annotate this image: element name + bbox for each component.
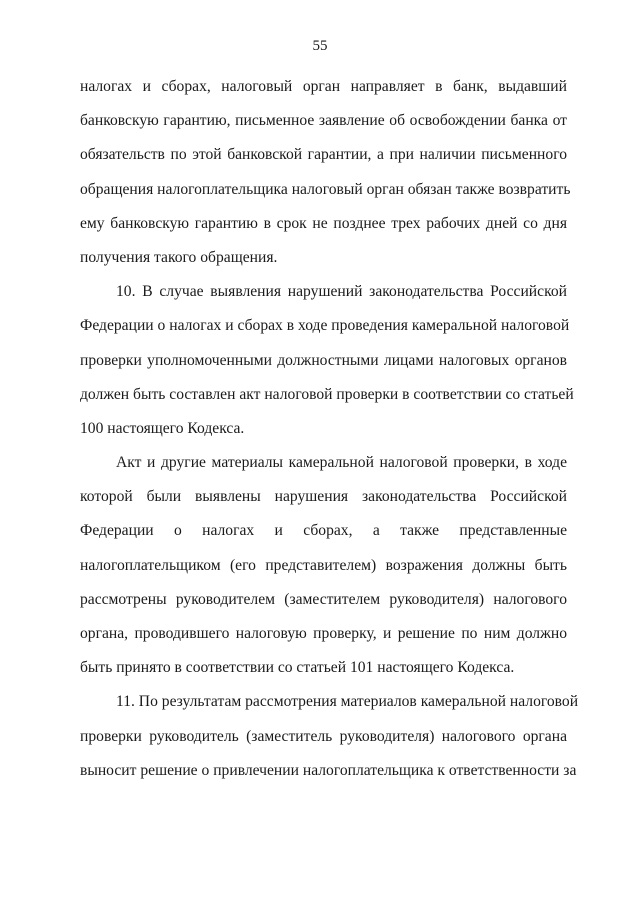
paragraph-act-materials <box>80 446 567 685</box>
paragraph-item-10 <box>80 275 574 446</box>
text-line: обращения налогоплательщика налоговый орган обязан также возвратить <box>80 180 571 198</box>
text-line: налогах и сборах, налоговый орган направляет в банк, выдавший <box>80 78 567 95</box>
text-line: 100 настоящего Кодекса. <box>80 419 245 437</box>
text-line: рассмотрены руководителем (заместителем руководителя) налогового <box>80 590 567 608</box>
text-line: банковскую гарантию, письменное заявление об освобождении банка от <box>80 112 567 130</box>
text-line: 11. По результатам рассмотрения материалов камеральной налоговой <box>116 693 579 711</box>
text-line: проверки руководитель (заместитель руководителя) налогового органа <box>80 727 567 745</box>
text-line: Акт и другие материалы камеральной налоговой проверки, в ходе <box>116 454 567 472</box>
text-line: налогоплательщиком (его представителем) возражения должны быть <box>80 556 567 574</box>
text-line: Федерации о налогах и сборах, а также представленные <box>80 522 567 540</box>
document-body <box>80 70 579 788</box>
text-line: должен быть составлен акт налоговой проверки в соответствии со статьей <box>80 385 574 403</box>
text-line: проверки уполномоченными должностными лицами налоговых органов <box>80 351 567 369</box>
text-line: обязательств по этой банковской гарантии, а при наличии письменного <box>80 146 567 164</box>
text-line: ему банковскую гарантию в срок не позднее трех рабочих дней со дня <box>80 214 567 232</box>
text-line: 10. В случае выявления нарушений законодательства Российской <box>116 283 567 301</box>
text-line: получения такого обращения. <box>80 248 278 266</box>
text-line: которой были выявлены нарушения законодательства Российской <box>80 488 567 506</box>
text-line: быть принято в соответствии со статьей 101 настоящего Кодекса. <box>80 659 515 677</box>
text-line: выносит решение о привлечении налогоплательщика к ответственности за <box>80 761 577 779</box>
paragraph-item-11 <box>80 685 579 788</box>
text-line: Федерации о налогах и сборах в ходе проведения камеральной налоговой <box>80 317 570 335</box>
page-number: 55 <box>312 38 328 54</box>
text-line: органа, проводившего налоговую проверку, и решение по ним должно <box>80 625 567 642</box>
paragraph-continuation <box>80 70 571 275</box>
